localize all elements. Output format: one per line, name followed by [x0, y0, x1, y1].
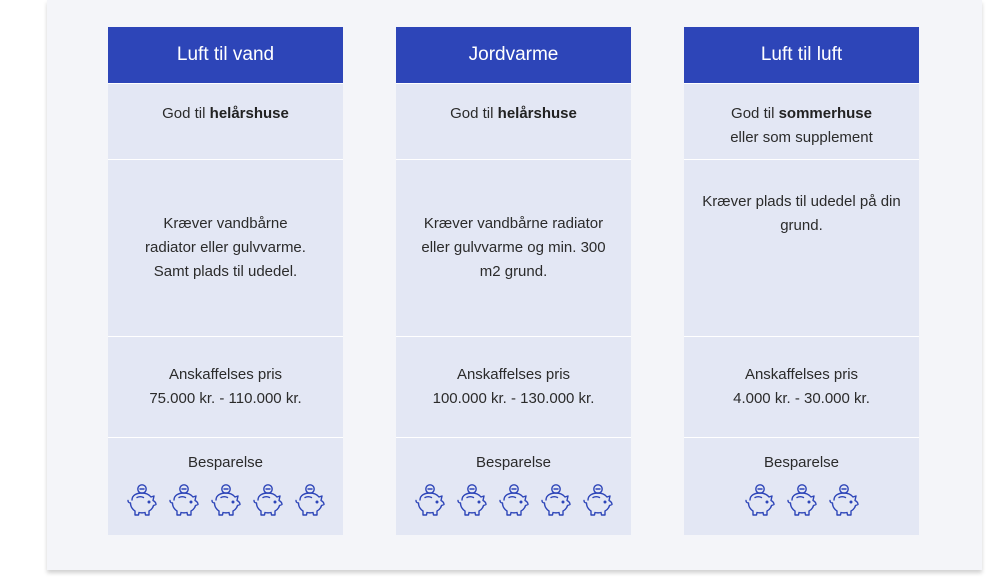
piggy-bank-icon [743, 483, 777, 519]
piggy-bank-icon [209, 483, 243, 519]
piggy-bank-icon [455, 483, 489, 519]
column-title: Jordvarme [396, 27, 631, 83]
column-luft-til-vand [108, 27, 343, 535]
column-luft-til-luft [684, 27, 919, 535]
savings-rating [125, 483, 327, 519]
piggy-bank-icon [539, 483, 573, 519]
savings-rating [413, 483, 615, 519]
suitability-prefix: God til [731, 105, 779, 122]
suitability-suffix: eller som supplement [730, 129, 873, 146]
suitability-cell [684, 83, 919, 159]
suitability-prefix: God til [162, 105, 210, 122]
comparison-panel [47, 0, 982, 570]
savings-label: Besparelse [763, 454, 840, 471]
piggy-bank-icon [413, 483, 447, 519]
price-range: 4.000 kr. - 30.000 kr. [733, 390, 870, 407]
savings-cell [396, 437, 631, 535]
suitability-cell [108, 83, 343, 159]
requirements-cell [684, 159, 919, 336]
savings-label: Besparelse [187, 454, 264, 471]
suitability-strong: sommerhuse [778, 105, 872, 122]
price-label: Anskaffelses pris [168, 366, 283, 383]
piggy-bank-icon [827, 483, 861, 519]
requirements-cell [108, 159, 343, 336]
column-title: Luft til vand [108, 27, 343, 83]
savings-label: Besparelse [475, 454, 552, 471]
price-range: 75.000 kr. - 110.000 kr. [149, 390, 302, 407]
piggy-bank-icon [497, 483, 531, 519]
piggy-bank-icon [125, 483, 159, 519]
piggy-bank-icon [251, 483, 285, 519]
column-jordvarme [396, 27, 631, 535]
price-cell [108, 336, 343, 437]
piggy-bank-icon [785, 483, 819, 519]
suitability-strong: helårshuse [209, 105, 289, 122]
suitability-cell [396, 83, 631, 159]
price-cell [396, 336, 631, 437]
price-range: 100.000 kr. - 130.000 kr. [432, 390, 595, 407]
requirements-text: Kræver plads til udedel på din grund. [702, 193, 901, 234]
savings-cell [684, 437, 919, 535]
price-cell [684, 336, 919, 437]
requirements-text: Kræver vandbårne radiator eller gulvvarme. Samt plads til udedel. [145, 215, 306, 280]
piggy-bank-icon [293, 483, 327, 519]
suitability-strong: helårshuse [497, 105, 577, 122]
price-label: Anskaffelses pris [744, 366, 859, 383]
savings-cell [108, 437, 343, 535]
suitability-prefix: God til [450, 105, 498, 122]
piggy-bank-icon [581, 483, 615, 519]
price-label: Anskaffelses pris [456, 366, 571, 383]
requirements-text: Kræver vandbårne radiator eller gulvvarme og min. 300 m2 grund. [421, 215, 606, 280]
savings-rating [743, 483, 861, 519]
column-title: Luft til luft [684, 27, 919, 83]
piggy-bank-icon [167, 483, 201, 519]
requirements-cell [396, 159, 631, 336]
